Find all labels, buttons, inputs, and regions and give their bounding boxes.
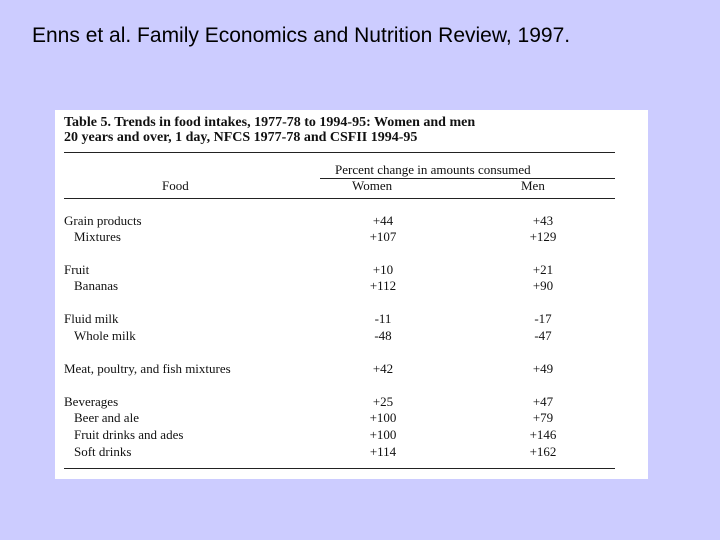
men-value: -17 — [534, 311, 552, 326]
women-value: +114 — [369, 444, 397, 459]
food-label: Bananas — [74, 278, 119, 293]
food-label: Fluid milk — [64, 311, 119, 326]
table-caption-line-1: Table 5. Trends in food intakes, 1977-78 to 1994-95: Women and men — [64, 115, 476, 130]
header-women: Women — [352, 178, 393, 193]
header-men: Men — [521, 178, 545, 193]
food-label: Grain products — [64, 213, 142, 228]
table-caption-line-2: 20 years and over, 1 day, NFCS 1977-78 and CSFII 1994-95 — [64, 130, 418, 145]
bottom-rule — [64, 468, 615, 469]
women-value: +25 — [372, 394, 394, 409]
men-value: +21 — [532, 262, 554, 277]
women-value: -11 — [374, 311, 392, 326]
food-label: Soft drinks — [74, 444, 132, 459]
table-row — [55, 229, 648, 245]
table-row — [55, 278, 648, 294]
table-row — [55, 262, 648, 278]
men-value: +79 — [532, 410, 554, 425]
food-intake-table — [55, 110, 648, 479]
men-value: +90 — [532, 278, 554, 293]
header-spanner: Percent change in amounts consumed — [335, 162, 531, 177]
table-row — [55, 311, 648, 327]
food-label: Whole milk — [74, 328, 136, 343]
food-label: Meat, poultry, and fish mixtures — [64, 361, 231, 376]
women-value: +100 — [369, 410, 397, 425]
table-row — [55, 444, 648, 460]
food-label: Mixtures — [74, 229, 121, 244]
women-value: +44 — [372, 213, 394, 228]
top-rule — [64, 152, 615, 153]
table-row — [55, 427, 648, 443]
table-row — [55, 213, 648, 229]
header-rule — [64, 198, 615, 199]
women-value: +10 — [372, 262, 394, 277]
slide-title: Enns et al. Family Economics and Nutrition Review, 1997. — [32, 24, 571, 47]
men-value: +43 — [532, 213, 554, 228]
table-row — [55, 410, 648, 426]
men-value: +162 — [529, 444, 557, 459]
food-label: Beverages — [64, 394, 119, 409]
table-caption — [64, 115, 475, 145]
men-value: +49 — [532, 361, 554, 376]
men-value: +47 — [532, 394, 554, 409]
food-label: Fruit — [64, 262, 90, 277]
header-food: Food — [162, 178, 189, 193]
women-value: +100 — [369, 427, 397, 442]
women-value: +42 — [372, 361, 394, 376]
food-label: Fruit drinks and ades — [74, 427, 184, 442]
food-label: Beer and ale — [74, 410, 139, 425]
men-value: +146 — [529, 427, 557, 442]
men-value: -47 — [534, 328, 552, 343]
men-value: +129 — [529, 229, 557, 244]
women-value: +107 — [369, 229, 397, 244]
table-row — [55, 328, 648, 344]
women-value: -48 — [374, 328, 392, 343]
table-row — [55, 361, 648, 377]
women-value: +112 — [369, 278, 397, 293]
table-row — [55, 394, 648, 410]
